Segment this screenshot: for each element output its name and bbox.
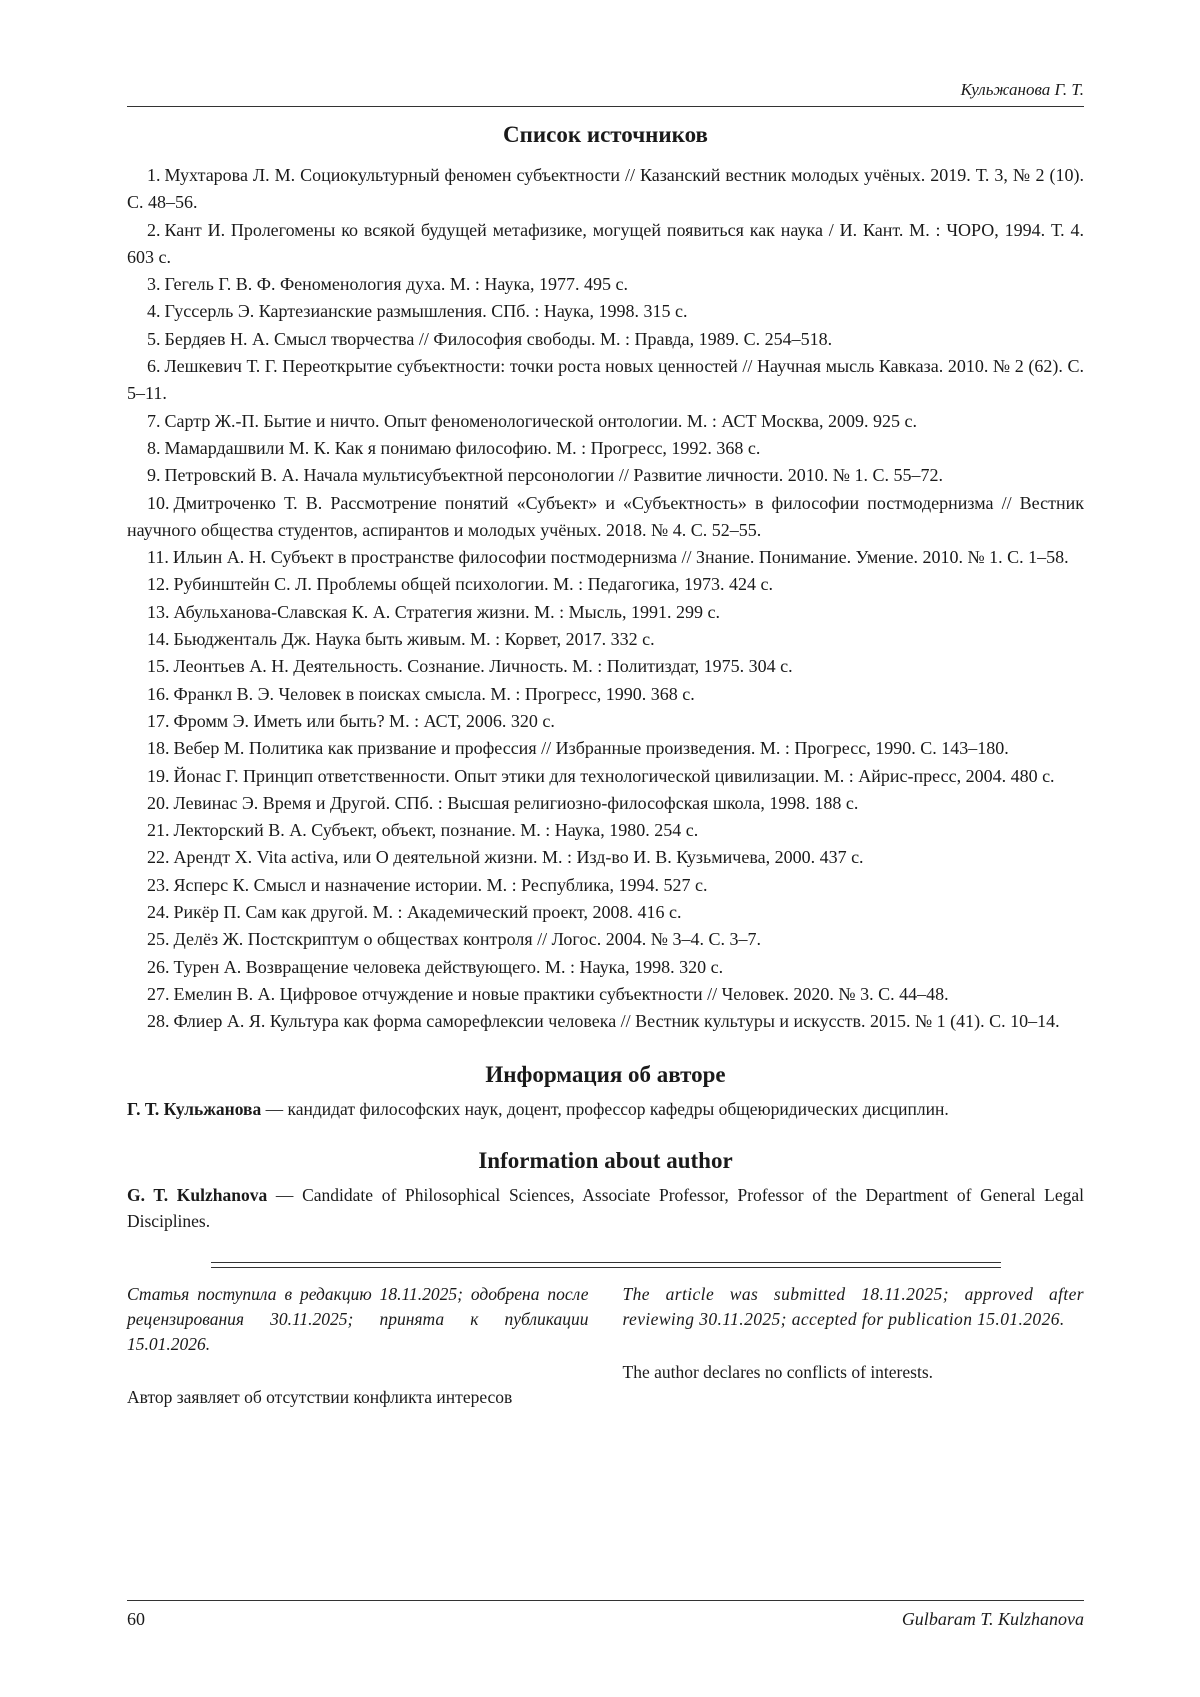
reference-number: 24. bbox=[147, 902, 170, 923]
reference-number: 4. bbox=[147, 301, 161, 322]
reference-item bbox=[127, 926, 1084, 953]
reference-item bbox=[127, 490, 1084, 545]
reference-number: 26. bbox=[147, 956, 170, 977]
reference-number: 3. bbox=[147, 274, 161, 295]
reference-text: Леонтьев А. Н. Деятельность. Сознание. Личность. М. : Политиздат, 1975. 304 с. bbox=[173, 656, 793, 677]
reference-number: 9. bbox=[147, 465, 161, 486]
reference-text: Бердяев Н. А. Смысл творчества // Философия свободы. М. : Правда, 1989. С. 254–518. bbox=[164, 328, 833, 349]
reference-text: Лешкевич Т. Г. Переоткрытие субъектности: точки роста новых ценностей // Научная мысль Кавказа. 2010. № 2 (62). С. 5–11. bbox=[127, 356, 1084, 404]
reference-number: 22. bbox=[147, 847, 170, 868]
reference-number: 7. bbox=[147, 410, 161, 431]
reference-item bbox=[127, 872, 1084, 899]
reference-number: 10. bbox=[147, 492, 170, 513]
reference-text: Рубинштейн С. Л. Проблемы общей психологии. М. : Педагогика, 1973. 424 с. bbox=[173, 574, 773, 595]
reference-number: 23. bbox=[147, 874, 170, 895]
reference-text: Рикёр П. Сам как другой. М. : Академический проект, 2008. 416 с. bbox=[173, 902, 682, 923]
reference-item bbox=[127, 271, 1084, 298]
reference-item bbox=[127, 435, 1084, 462]
reference-item bbox=[127, 462, 1084, 489]
reference-number: 21. bbox=[147, 820, 170, 841]
reference-number: 28. bbox=[147, 1011, 170, 1032]
reference-item bbox=[127, 626, 1084, 653]
reference-text: Кант И. Пролегомены ко всякой будущей метафизике, могущей появиться как наука / И. Кант. М. : ЧОРО, 1994. Т. 4. 603 с. bbox=[127, 219, 1084, 267]
reference-item bbox=[127, 817, 1084, 844]
reference-text: Дмитроченко Т. В. Рассмотрение понятий «Субъект» и «Субъектность» в философии постмодернизма // Вестник научного общества студентов, аспирантов и молодых учёных. 2018. № 4. С. 52–55. bbox=[127, 492, 1084, 540]
reference-number: 1. bbox=[147, 165, 161, 185]
page-footer bbox=[127, 1600, 1084, 1630]
author-description-ru: — кандидат философских наук, доцент, профессор кафедры общеюридических дисциплин. bbox=[261, 1098, 949, 1119]
reference-text: Петровский В. А. Начала мультисубъектной персонологии // Развитие личности. 2010. № 1. С. 55–72. bbox=[164, 465, 943, 486]
reference-number: 6. bbox=[147, 356, 161, 377]
reference-item bbox=[127, 899, 1084, 926]
reference-number: 14. bbox=[147, 629, 170, 650]
reference-number: 19. bbox=[147, 765, 170, 786]
reference-item bbox=[127, 326, 1084, 353]
reference-number: 8. bbox=[147, 437, 161, 458]
author-name-ru: Г. Т. Кульжанова bbox=[127, 1098, 262, 1119]
reference-item bbox=[127, 408, 1084, 435]
references-heading: Список источников bbox=[503, 122, 708, 147]
reference-text: Мамардашвили М. К. Как я понимаю философию. М. : Прогресс, 1992. 368 с. bbox=[164, 437, 761, 458]
reference-item bbox=[127, 217, 1084, 272]
reference-item bbox=[127, 790, 1084, 817]
reference-text: Ясперс К. Смысл и назначение истории. М. : Республика, 1994. 527 с. bbox=[173, 874, 708, 895]
reference-text: Франкл В. Э. Человек в поисках смысла. М. : Прогресс, 1990. 368 с. bbox=[173, 683, 695, 704]
reference-number: 27. bbox=[147, 983, 170, 1004]
reference-number: 13. bbox=[147, 601, 170, 622]
article-info-columns bbox=[127, 1282, 1084, 1410]
running-header-author: Кульжанова Г. Т. bbox=[127, 80, 1084, 107]
reference-text: Емелин В. А. Цифровое отчуждение и новые практики субъектности // Человек. 2020. № 3. С. 44–48. bbox=[173, 983, 949, 1004]
double-divider bbox=[211, 1262, 1001, 1268]
reference-item bbox=[127, 681, 1084, 708]
reference-item bbox=[127, 954, 1084, 981]
reference-number: 11. bbox=[147, 547, 169, 568]
reference-text: Абульханова-Славская К. А. Стратегия жизни. М. : Мысль, 1991. 299 с. bbox=[173, 601, 720, 622]
author-name-en: G. T. Kulzhanova bbox=[127, 1184, 268, 1205]
reference-text: Гегель Г. В. Ф. Феноменология духа. М. : Наука, 1977. 495 с. bbox=[164, 274, 628, 295]
reference-item bbox=[127, 544, 1084, 571]
reference-text: Вебер М. Политика как призвание и профессия // Избранные произведения. М. : Прогресс, 1990. С. 143–180. bbox=[173, 738, 1009, 759]
reference-number: 5. bbox=[147, 328, 161, 349]
reference-text: Мухтарова Л. М. Социокультурный феномен субъектности // Казанский вестник молодых учёных. 2019. Т. 3, № 2 (10). С. 48–56. bbox=[127, 165, 1084, 213]
author-info-ru bbox=[127, 1096, 1084, 1122]
reference-item bbox=[127, 763, 1084, 790]
reference-item bbox=[127, 1008, 1084, 1035]
reference-number: 18. bbox=[147, 738, 170, 759]
footer-author-name: Gulbaram T. Kulzhanova bbox=[901, 1609, 1084, 1629]
article-dates-ru: Статья поступила в редакцию 18.11.2025; одобрена после рецензирования 30.11.2025; принята к публикации 15.01.2026. bbox=[127, 1283, 589, 1354]
reference-number: 16. bbox=[147, 683, 170, 704]
conflict-statement-ru: Автор заявляет об отсутствии конфликта интересов bbox=[127, 1386, 513, 1407]
author-info-heading-ru: Информация об авторе bbox=[485, 1061, 726, 1087]
reference-item bbox=[127, 653, 1084, 680]
reference-text: Турен А. Возвращение человека действующего. М. : Наука, 1998. 320 с. bbox=[173, 956, 724, 977]
reference-number: 25. bbox=[147, 929, 170, 950]
article-dates-en: The article was submitted 18.11.2025; approved after reviewing 30.11.2025; accepted for publication 15.01.2026. bbox=[622, 1283, 1084, 1329]
article-info-ru bbox=[127, 1282, 589, 1410]
reference-item bbox=[127, 162, 1084, 217]
reference-text: Арендт Х. Vita activa, или О деятельной жизни. М. : Изд-во И. В. Кузьмичева, 2000. 437 с. bbox=[173, 847, 864, 868]
author-info-heading-en: Information about author bbox=[478, 1147, 733, 1173]
reference-number: 15. bbox=[147, 656, 170, 677]
reference-item bbox=[127, 571, 1084, 598]
reference-text: Бьюдженталь Дж. Наука быть живым. М. : Корвет, 2017. 332 с. bbox=[173, 629, 655, 650]
reference-text: Делёз Ж. Постскриптум о обществах контроля // Логос. 2004. № 3–4. С. 3–7. bbox=[173, 929, 761, 950]
reference-text: Ильин А. Н. Субъект в пространстве философии постмодернизма // Знание. Понимание. Умение. 2010. № 1. С. 1–58. bbox=[172, 547, 1069, 568]
reference-text: Гуссерль Э. Картезианские размышления. СПб. : Наука, 1998. 315 с. bbox=[164, 301, 688, 322]
reference-text: Левинас Э. Время и Другой. СПб. : Высшая религиозно-философская школа, 1998. 188 с. bbox=[173, 792, 859, 813]
page-number: 60 bbox=[127, 1609, 145, 1629]
reference-item bbox=[127, 735, 1084, 762]
author-info-en bbox=[127, 1182, 1084, 1234]
conflict-statement-en: The author declares no conflicts of interests. bbox=[622, 1361, 934, 1382]
reference-number: 12. bbox=[147, 574, 170, 595]
author-description-en: — Candidate of Philosophical Sciences, Associate Professor, Professor of the Department of General Legal Disciplines. bbox=[127, 1184, 1084, 1231]
reference-item bbox=[127, 981, 1084, 1008]
reference-item bbox=[127, 353, 1084, 408]
reference-item bbox=[127, 298, 1084, 325]
reference-text: Йонас Г. Принцип ответственности. Опыт этики для технологической цивилизации. М. : Айрис-пресс, 2004. 480 с. bbox=[173, 765, 1055, 786]
reference-text: Фромм Э. Иметь или быть? М. : АСТ, 2006. 320 с. bbox=[173, 710, 555, 731]
page-content bbox=[127, 120, 1084, 1410]
article-info-en bbox=[623, 1282, 1085, 1410]
reference-number: 20. bbox=[147, 792, 170, 813]
reference-item bbox=[127, 708, 1084, 735]
reference-number: 17. bbox=[147, 710, 170, 731]
reference-number: 2. bbox=[147, 219, 161, 240]
reference-item bbox=[127, 844, 1084, 871]
reference-text: Флиер А. Я. Культура как форма саморефлексии человека // Вестник культуры и искусств. 2015. № 1 (41). С. 10–14. bbox=[173, 1011, 1060, 1032]
reference-text: Лекторский В. А. Субъект, объект, познание. М. : Наука, 1980. 254 с. bbox=[173, 820, 699, 841]
reference-item bbox=[127, 599, 1084, 626]
references-list bbox=[127, 162, 1084, 1036]
reference-text: Сартр Ж.-П. Бытие и ничто. Опыт феноменологической онтологии. М. : АСТ Москва, 2009. 925 с. bbox=[164, 410, 917, 431]
